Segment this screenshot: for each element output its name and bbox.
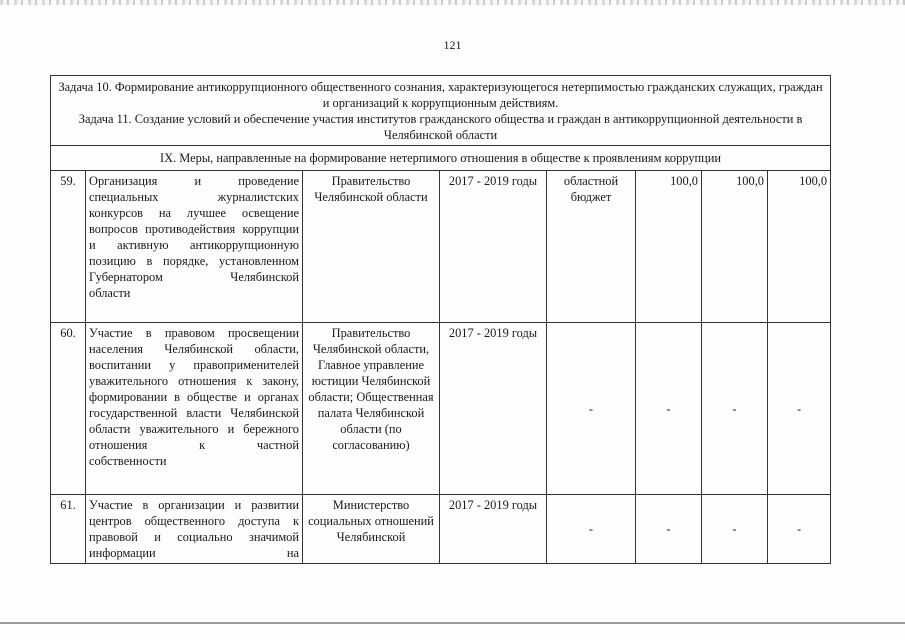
- funding-source: -: [547, 323, 636, 495]
- tasks-cell: [51, 76, 831, 146]
- funding-source: -: [547, 495, 636, 564]
- scan-edge-top: [0, 0, 905, 5]
- table-row: [51, 323, 831, 495]
- section-title: IX. Меры, направленные на формирование нетерпимого отношения в обществе к проявлениям коррупции: [51, 146, 831, 171]
- tasks-row: [51, 76, 831, 146]
- period: 2017 - 2019 годы: [440, 323, 547, 495]
- value-2018: -: [702, 495, 768, 564]
- measure-text: Организация и проведение специальных журналистских конкурсов на лучшее освещение вопросов противодействия коррупции и активную антикоррупционную позицию в порядке, установленном Губернатором Челябинской области: [86, 171, 303, 323]
- scan-edge-bottom: [0, 622, 905, 624]
- value-2017: -: [636, 323, 702, 495]
- executor: Правительство Челябинской области: [303, 171, 440, 323]
- measure-text: Участие в правовом просвещении населения Челябинской области, воспитании у правоприменителей уважительного отношения к закону, формировании в обществе и органах государственной власти Челябинской области уважительного и бережного отношения к частной собственности: [86, 323, 303, 495]
- section-row: [51, 146, 831, 171]
- value-2017: 100,0: [636, 171, 702, 323]
- period: 2017 - 2019 годы: [440, 171, 547, 323]
- task-11: Задача 11. Создание условий и обеспечение участия институтов гражданского общества и граждан в антикоррупционной деятельности в Челябинской области: [78, 112, 803, 142]
- value-2019: 100,0: [768, 171, 831, 323]
- executor: Правительство Челябинской области, Главное управление юстиции Челябинской области; Общественная палата Челябинской области (по согласованию): [303, 323, 440, 495]
- period: 2017 - 2019 годы: [440, 495, 547, 564]
- row-number: 59.: [51, 171, 86, 323]
- table-row: [51, 495, 831, 564]
- page-number: 121: [443, 38, 462, 52]
- value-2018: 100,0: [702, 171, 768, 323]
- value-2017: -: [636, 495, 702, 564]
- funding-source: областной бюджет: [547, 171, 636, 323]
- value-2019: -: [768, 323, 831, 495]
- measure-text: Участие в организации и развитии центров общественного доступа к правовой и социально значимой информации на: [86, 495, 303, 564]
- table-row: [51, 171, 831, 323]
- task-10: Задача 10. Формирование антикоррупционного общественного сознания, характеризующегося нетерпимостью гражданских служащих, граждан и организаций к коррупционным действиям.: [58, 80, 823, 110]
- measures-table: [50, 75, 831, 564]
- value-2018: -: [702, 323, 768, 495]
- executor: Министерство социальных отношений Челябинской: [303, 495, 440, 564]
- value-2019: -: [768, 495, 831, 564]
- row-number: 60.: [51, 323, 86, 495]
- row-number: 61.: [51, 495, 86, 564]
